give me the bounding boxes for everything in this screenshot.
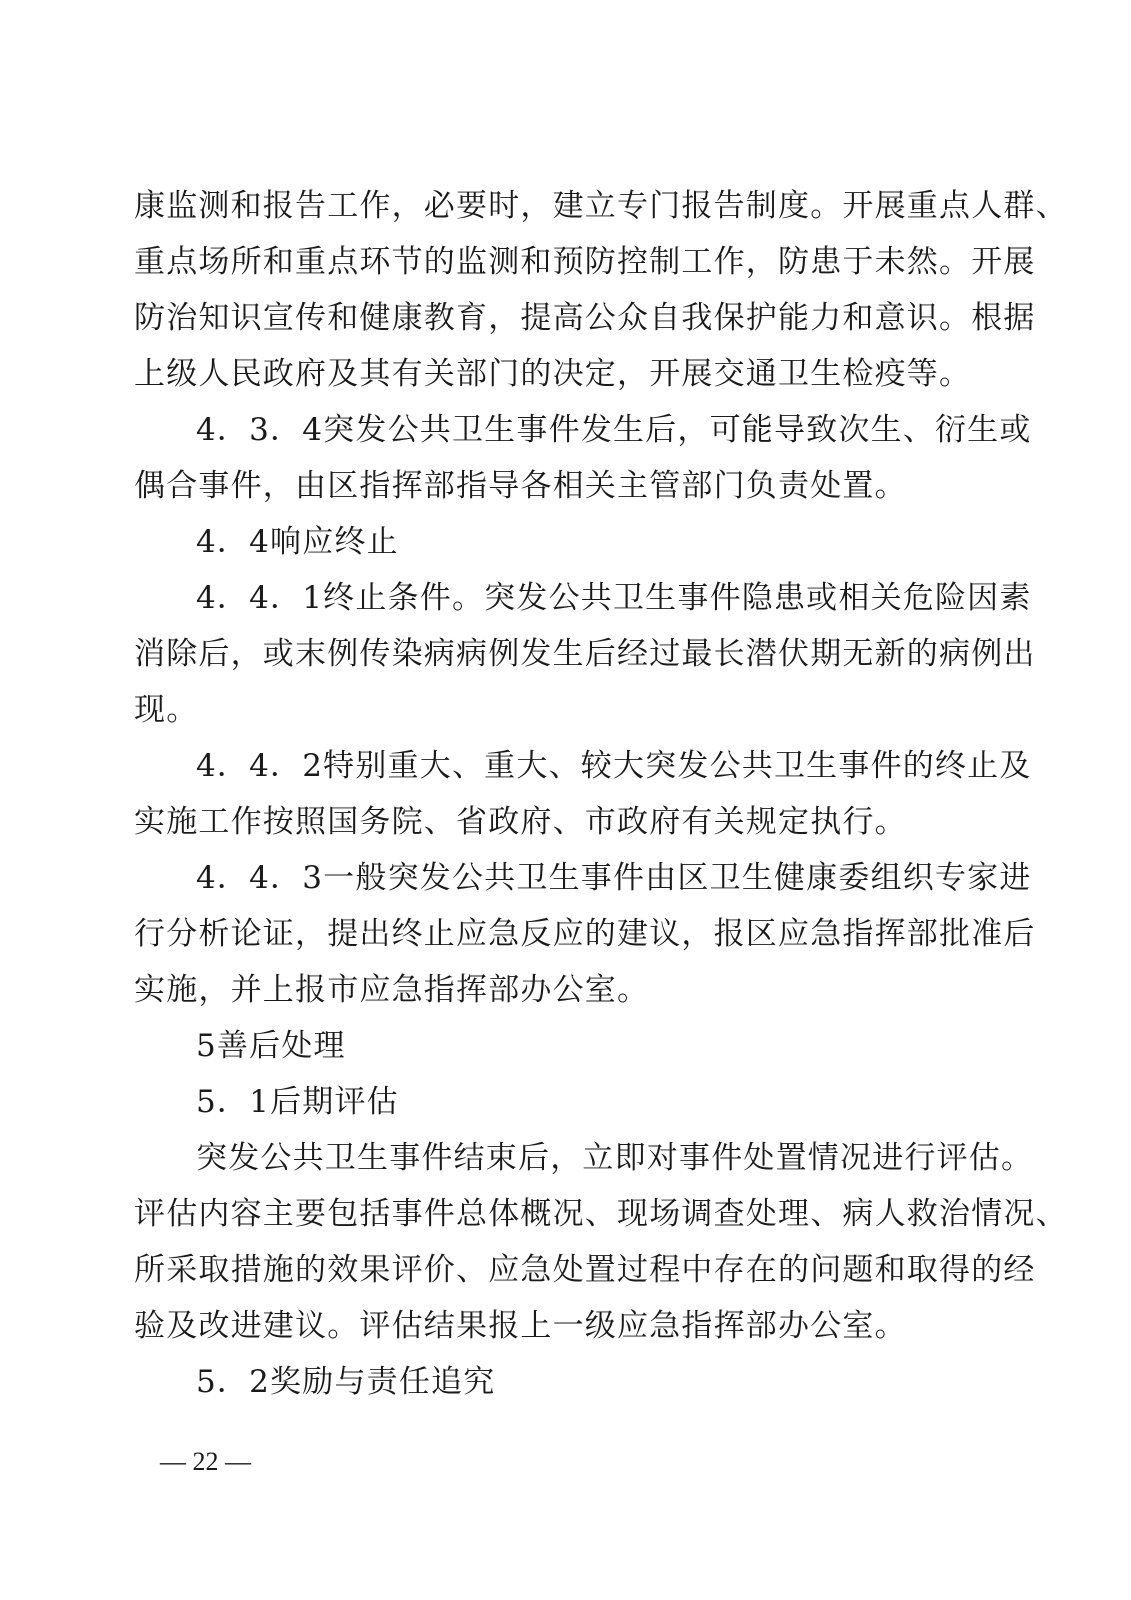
section-heading-5-1: 5．1后期评估 [196, 1084, 399, 1120]
text-line-11: 4．4．2特别重大、重大、较大突发公共卫生事件的终止及 [196, 748, 1032, 784]
text-line-18: 突发公共卫生事件结束后，立即对事件处置情况进行评估。 [196, 1140, 1034, 1176]
section-heading-5: 5善后处理 [196, 1028, 346, 1064]
text-line-12: 实施工作按照国务院、省政府、市政府有关规定执行。 [134, 804, 907, 840]
text-line-8: 4．4．1终止条件。突发公共卫生事件隐患或相关危险因素 [196, 580, 1032, 616]
text-line-9: 消除后，或末例传染病病例发生后经过最长潜伏期无新的病例出 [134, 636, 1036, 672]
text-line-5: 4．3．4突发公共卫生事件发生后，可能导致次生、衍生或 [196, 412, 1032, 448]
text-line-19: 评估内容主要包括事件总体概况、现场调查处理、病人救治情况、 [134, 1196, 1068, 1232]
section-heading-4-4: 4．4响应终止 [196, 524, 399, 560]
text-line-10: 现。 [134, 692, 199, 728]
text-line-13: 4．4．3一般突发公共卫生事件由区卫生健康委组织专家进 [196, 860, 1032, 896]
section-heading-5-2: 5．2奖励与责任追究 [196, 1364, 496, 1400]
text-line-3: 防治知识宣传和健康教育，提高公众自我保护能力和意识。根据 [134, 300, 1036, 336]
text-line-15: 实施，并上报市应急指挥部办公室。 [134, 972, 650, 1008]
text-line-4: 上级人民政府及其有关部门的决定，开展交通卫生检疫等。 [134, 356, 972, 392]
text-line-20: 所采取措施的效果评价、应急处置过程中存在的问题和取得的经 [134, 1252, 1036, 1288]
text-line-2: 重点场所和重点环节的监测和预防控制工作，防患于未然。开展 [134, 244, 1036, 280]
text-line-6: 偶合事件，由区指挥部指导各相关主管部门负责处置。 [134, 468, 907, 504]
text-line-14: 行分析论证，提出终止应急反应的建议，报区应急指挥部批准后 [134, 916, 1036, 952]
page-number: — 22 — [160, 1447, 251, 1476]
text-line-1: 康监测和报告工作，必要时，建立专门报告制度。开展重点人群、 [134, 188, 1068, 224]
text-line-21: 验及改进建议。评估结果报上一级应急指挥部办公室。 [134, 1308, 907, 1344]
